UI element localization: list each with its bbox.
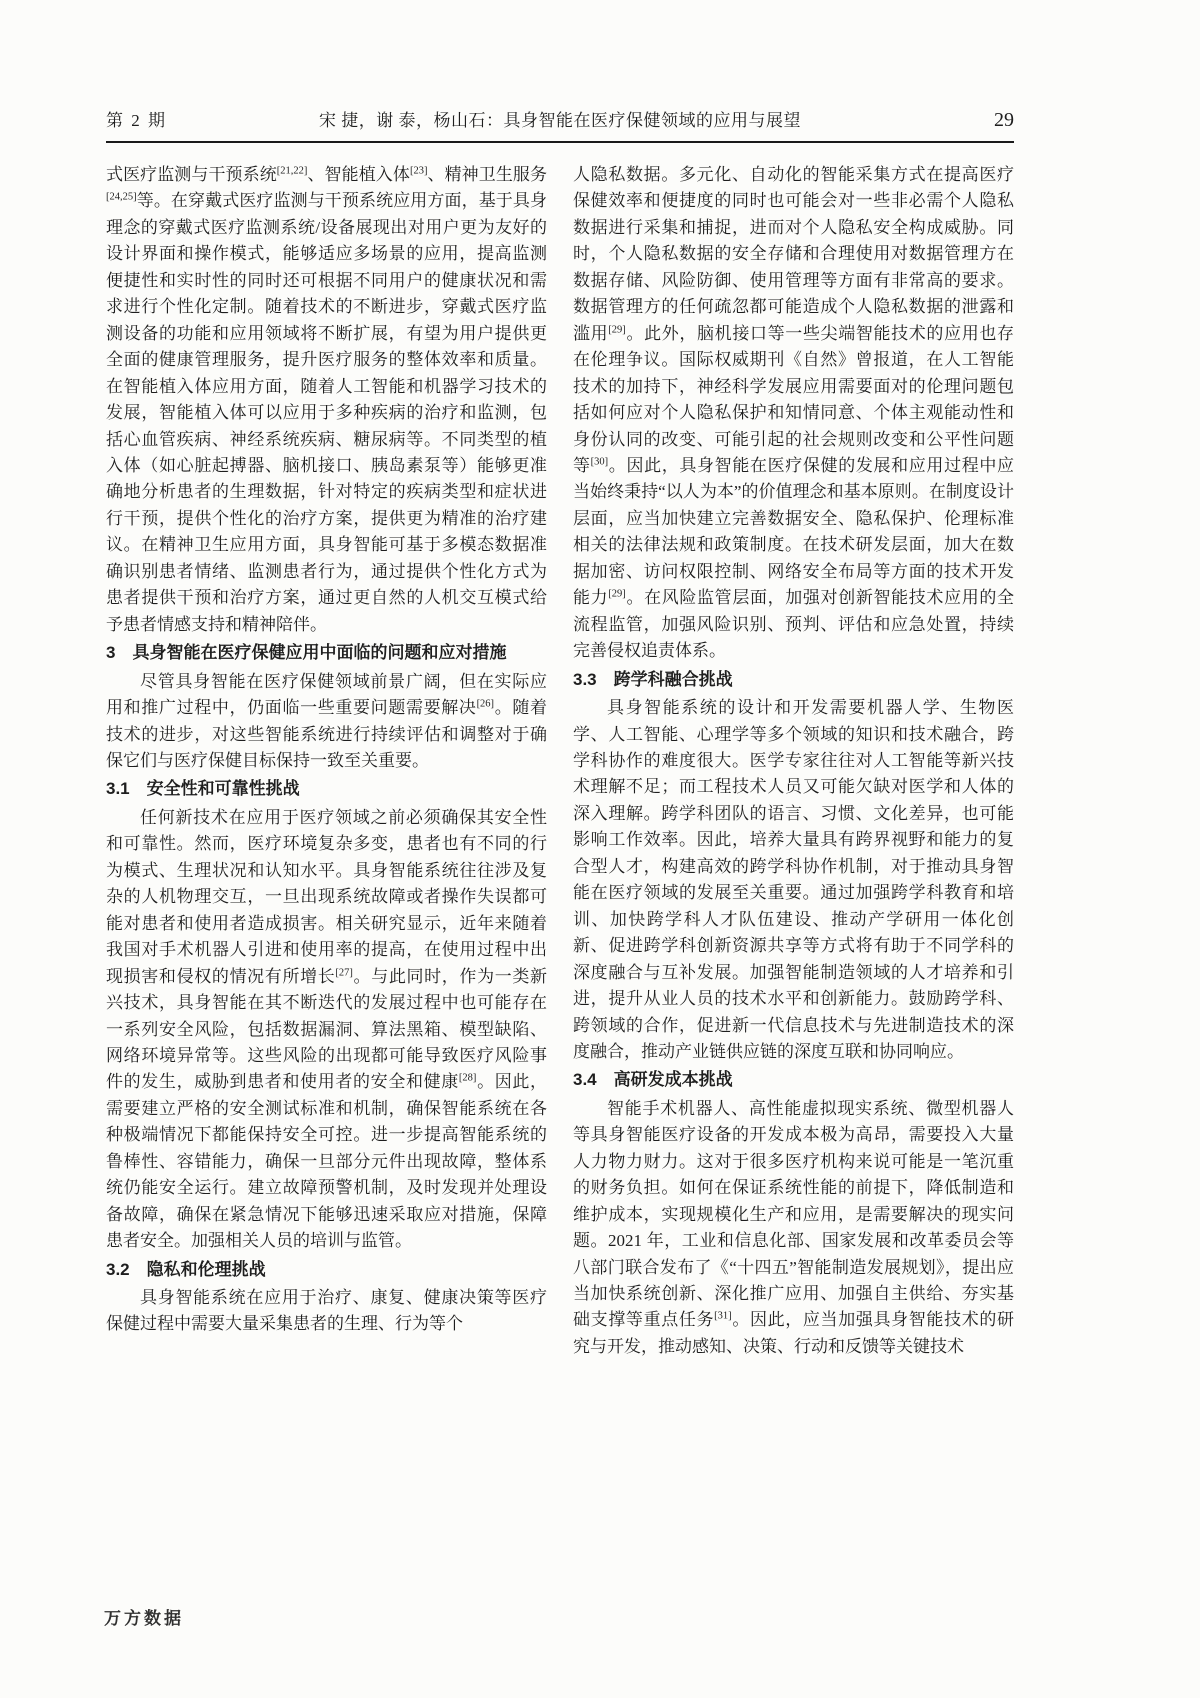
sub-heading: 3.2 隐私和伦理挑战 (106, 1259, 266, 1279)
reference-marker: [26] (476, 698, 495, 710)
reference-marker: [29] (608, 324, 626, 336)
reference-marker: [31] (714, 1310, 732, 1322)
reference-marker: [29] (608, 588, 626, 600)
paragraph: 式医疗监测与干预系统[21,22]、智能植入体[23]、精神卫生服务[24,25]等。在穿戴式医疗监测与干预系统应用方面，基于具身理念的穿戴式医疗监测系统/设备展现出对用户更为友好的设计界面和操作模式，能够适应多场景的应用，提高监测便捷性和实时性的同时还可根据不同用户的健康状况和需求进行个性化定制。随着技术的不断进步，穿戴式医疗监测设备的功能和应用领域将不断扩展，有望为用户提供更全面的健康管理服务，提升医疗服务的整体效率和质量。在智能植入体应用方面，随着人工智能和机器学习技术的发展，智能植入体可以应用于多种疾病的治疗和监测，包括心血管疾病、神经系统疾病、糖尿病等。不同类型的植入体（如心脏起搏器、脑机接口、胰岛素泵等）能够更准确地分析患者的生理数据，针对特定的疾病类型和症状进行干预，提供个性化的治疗方案，提供更为精准的治疗建议。在精神卫生应用方面，具身智能可基于多模态数据准确识别患者情绪、监测患者行为，通过提供个性化方式为患者提供干预和治疗方案，通过更自然的人机交互模式给予患者情感支持和精神陪伴。 (106, 165, 547, 634)
paragraph: 任何新技术在应用于医疗领域之前必须确保其安全性和可靠性。然而，医疗环境复杂多变，患者也有不同的行为模式、生理状况和认知水平。具身智能系统往往涉及复杂的人机物理交互，一旦出现系统故障或者操作失误都可能对患者和使用者造成损害。相关研究显示，近年来随着我国对手术机器人引进和使用率的提高，在使用过程中出现损害和侵权的情况有所增长[27]。与此同时，作为一类新兴技术，具身智能在其不断迭代的发展过程中也可能存在一系列安全风险，包括数据漏洞、算法黑箱、模型缺陷、网络环境异常等。这些风险的出现都可能导致医疗风险事件的发生，威胁到患者和使用者的安全和健康[28]。因此，需要建立严格的安全测试标准和机制，确保智能系统在各种极端情况下都能保持安全可控。进一步提高智能系统的鲁棒性、容错能力，确保一旦部分元件出现故障，整体系统仍能安全运行。建立故障预警机制，及时发现并处理设备故障，确保在紧急情况下能够迅速采取应对措施，保障患者安全。加强相关人员的培训与监管。 (106, 807, 548, 1251)
reference-marker: [30] (590, 456, 609, 468)
reference-marker: [28] (458, 1072, 477, 1084)
paragraph: 尽管具身智能在医疗保健领域前景广阔，但在实际应用和推广过程中，仍面临一些重要问题需要解决[26]。随着技术的进步，对这些智能系统进行持续评估和调整对于确保它们与医疗保健目标保持一致至关重要。 (106, 671, 547, 770)
reference-marker: [21,22] (276, 165, 308, 177)
header-rule (106, 141, 1014, 143)
sub-heading: 3.4 高研发成本挑战 (573, 1070, 733, 1090)
reference-marker: [27] (335, 966, 353, 978)
paragraph: 具身智能系统的设计和开发需要机器人学、生物医学、人工智能、心理学等多个领域的知识和技术融合，跨学科协作的难度很大。医学专家往往对人工智能等新兴技术理解不足；而工程技术人员又可能欠缺对医学和人体的深入理解。跨学科团队的语言、习惯、文化差异，也可能影响工作效率。因此，培养大量具有跨界视野和能力的复合型人才，构建高效的跨学科协作机制，对于推动具身智能在医疗领域的发展至关重要。通过加强跨学科教育和培训、加快跨学科人才队伍建设、推动产学研用一体化创新、促进跨学科创新资源共享等方式将有助于不同学科的深度融合与互补发展。加强智能制造领域的人才培养和引进，提升从业人员的技术水平和创新能力。鼓励跨学科、跨领域的合作，促进新一代信息技术与先进制造技术的深度融合，推动产业链供应链的深度互联和协同响应。 (573, 698, 1014, 1061)
right-column (573, 162, 1014, 1360)
paragraph: 具身智能系统在应用于治疗、康复、健康决策等医疗保健过程中需要大量采集患者的生理、行为等个 (106, 1288, 547, 1334)
content-columns (106, 162, 1014, 1360)
left-column (106, 162, 547, 1360)
page-number: 29 (994, 109, 1014, 131)
reference-marker: [24,25] (106, 191, 137, 203)
paragraph: 智能手术机器人、高性能虚拟现实系统、微型机器人等具身智能医疗设备的开发成本极为高昂，需要投入大量人力物力财力。这对于很多医疗机构来说可能是一笔沉重的财务负担。如何在保证系统性能的前提下，降低制造和维护成本，实现规模化生产和应用，是需要解决的现实问题。2021 年，工业和信息化部、国家发展和改革委员会等八部门联合发布了《“十四五”智能制造发展规划》，提出应当加快系统创新、深化推广应用、加强自主供给、夯实基础支撑等重点任务[31]。因此，应当加强具身智能技术的研究与开发，推动感知、决策、行动和反馈等关键技术 (573, 1098, 1015, 1356)
sub-heading: 3.3 跨学科融合挑战 (573, 669, 733, 689)
paragraph: 人隐私数据。多元化、自动化的智能采集方式在提高医疗保健效率和便捷度的同时也可能会对一些非必需个人隐私数据进行采集和捕捉，进而对个人隐私安全构成威胁。同时，个人隐私数据的安全存储和合理使用对数据管理方在数据存储、风险防御、使用管理等方面有非常高的要求。数据管理方的任何疏忽都可能造成个人隐私数据的泄露和滥用[29]。此外，脑机接口等一些尖端智能技术的应用也存在伦理争议。国际权威期刊《自然》曾报道，在人工智能技术的加持下，神经科学发展应用需要面对的伦理问题包括如何应对个人隐私保护和知情同意、个体主观能动性和身份认同的改变、可能引起的社会规则改变和公平性问题等[30]。因此，具身智能在医疗保健的发展和应用过程中应当始终秉持“以人为本”的价值理念和基本原则。在制度设计层面，应当加快建立完善数据安全、隐私保护、伦理标准相关的法律法规和政策制度。在技术研发层面，加大在数据加密、访问权限控制、网络安全布局等方面的技术开发能力[29]。在风险监管层面，加强对创新智能技术应用的全流程监管，加强风险识别、预判、评估和应急处置，持续完善侵权追责体系。 (573, 165, 1015, 661)
wanfang-watermark: 万方数据 (104, 1609, 184, 1628)
section-heading: 3 具身智能在医疗保健应用中面临的问题和应对措施 (106, 643, 507, 663)
issue-label: 第 2 期 (106, 111, 167, 130)
page-header (106, 106, 1014, 132)
running-title: 宋 捷，谢 泰，杨山石：具身智能在医疗保健领域的应用与展望 (319, 111, 801, 130)
reference-marker: [23] (409, 165, 428, 177)
sub-heading: 3.1 安全性和可靠性挑战 (106, 779, 300, 799)
